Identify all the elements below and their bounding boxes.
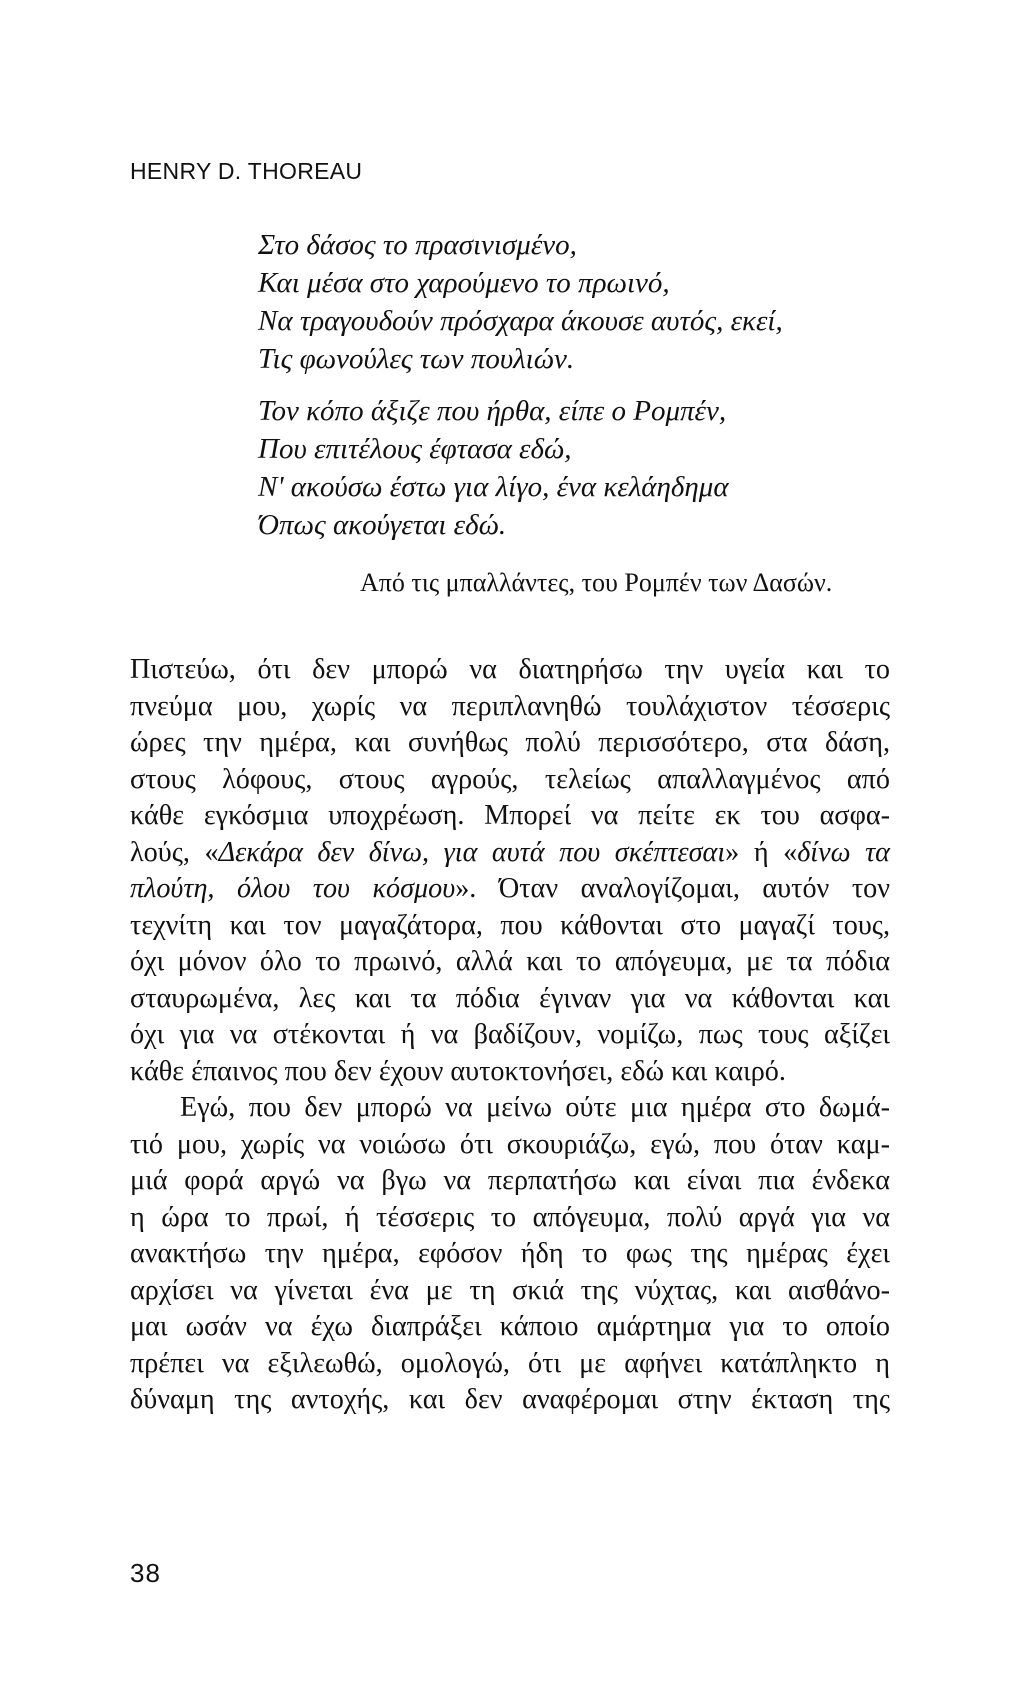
text-line: κάθε έπαινος που δεν έχουν αυτοκτονήσει, εδώ και καιρό. [130,1055,786,1087]
poem-line: Ν' ακούσω έστω για λίγο, ένα κελάηδημα [258,471,729,503]
poem-line: Να τραγουδούν πρόσχαρα άκουσε αυτός, εκεί, [258,305,783,337]
poem-line: Στο δάσος το πρασινισμένο, [258,229,577,261]
text-line: κάθε εγκόσμια υποχρέωση. Μπορεί να πείτε εκ του ασφα- [130,800,890,831]
italic-quote: δίνω τα [797,836,890,868]
body-text [130,652,890,1419]
text-line: όχι μόνον όλο το πρωινό, αλλά και το απόγευμα, με τα πόδια [130,946,890,977]
poem-line: Τον κόπο άξιζε που ήρθα, είπε ο Ρομπέν, [258,395,727,427]
poem-stanza-2 [258,392,918,544]
text-line: η ώρα το πρωί, ή τέσσερις το απόγευμα, πολύ αργά για να [130,1201,890,1233]
paragraph-2 [130,1090,890,1419]
text-line: τιό μου, χωρίς να νοιώσω ότι σκουριάζω, εγώ, που όταν καμ- [130,1128,890,1160]
poem-line: Όπως ακούγεται εδώ. [258,509,507,541]
text-line: στους λόφους, στους αγρούς, τελείως απαλλαγμένος από [130,763,890,795]
text-run: λούς, « [130,836,219,868]
text-line [130,871,890,908]
poem-stanza-1 [258,226,918,378]
text-line: όχι για να στέκονται ή να βαδίζουν, νομίζω, πως τους αξίζει [130,1019,890,1050]
epigraph-attribution: Από τις μπαλλάντες, του Ρομπέν των Δασών. [360,568,833,597]
poem-line: Που επιτέλους έφτασα εδώ, [258,433,572,465]
text-line: πνεύμα μου, χωρίς να περιπλανηθώ τουλάχιστον τέσσερις [130,690,890,722]
text-line [130,835,890,872]
text-line: ανακτήσω την ημέρα, εφόσον ήδη το φως της ημέρας έχει [130,1238,890,1269]
text-line: πρέπει να εξιλεωθώ, ομολογώ, ότι με αφήνει κατάπληκτο η [130,1347,890,1379]
text-line: Εγώ, που δεν μπορώ να μείνω ούτε μια ημέρα στο δωμά- [180,1092,890,1123]
paragraph-1 [130,652,890,1090]
text-line: τεχνίτη και τον μαγαζάτορα, που κάθονται στο μαγαζί τους, [130,909,890,941]
text-line: ώρες την ημέρα, και συνήθως πολύ περισσότερο, στα δάση, [130,727,890,758]
text-line: μαι ωσάν να έχω διαπράξει κάποιο αμάρτημα για το οποίο [130,1311,890,1342]
running-head: HENRY D. THOREAU [130,158,363,184]
poem-line: Τις φωνούλες των πουλιών. [258,343,575,375]
text-line: αρχίσει να γίνεται ένα με τη σκιά της νύχτας, και αισθάνο- [130,1274,890,1306]
epigraph-poem [258,226,918,558]
poem-line: Και μέσα στο χαρούμενο το πρωινό, [258,267,670,299]
text-line: Πιστεύω, ότι δεν μπορώ να διατηρήσω την υγεία και το [130,654,890,685]
text-run: » ή « [725,836,798,868]
text-line: δύναμη της αντοχής, και δεν αναφέρομαι στην έκταση της [130,1384,890,1415]
italic-quote: πλούτη, όλου του κόσμου [130,873,456,904]
italic-quote: Δεκάρα δεν δίνω, για αυτά που σκέπτεσαι [218,836,726,868]
page-number: 38 [130,1558,161,1588]
text-run: ». Όταν αναλογίζομαι, αυτόν τον [455,873,890,904]
text-line: μιά φορά αργώ να βγω να περπατήσω και είναι πια ένδεκα [130,1165,890,1196]
text-line: σταυρωμένα, λες και τα πόδια έγιναν για να κάθονται και [130,982,890,1014]
